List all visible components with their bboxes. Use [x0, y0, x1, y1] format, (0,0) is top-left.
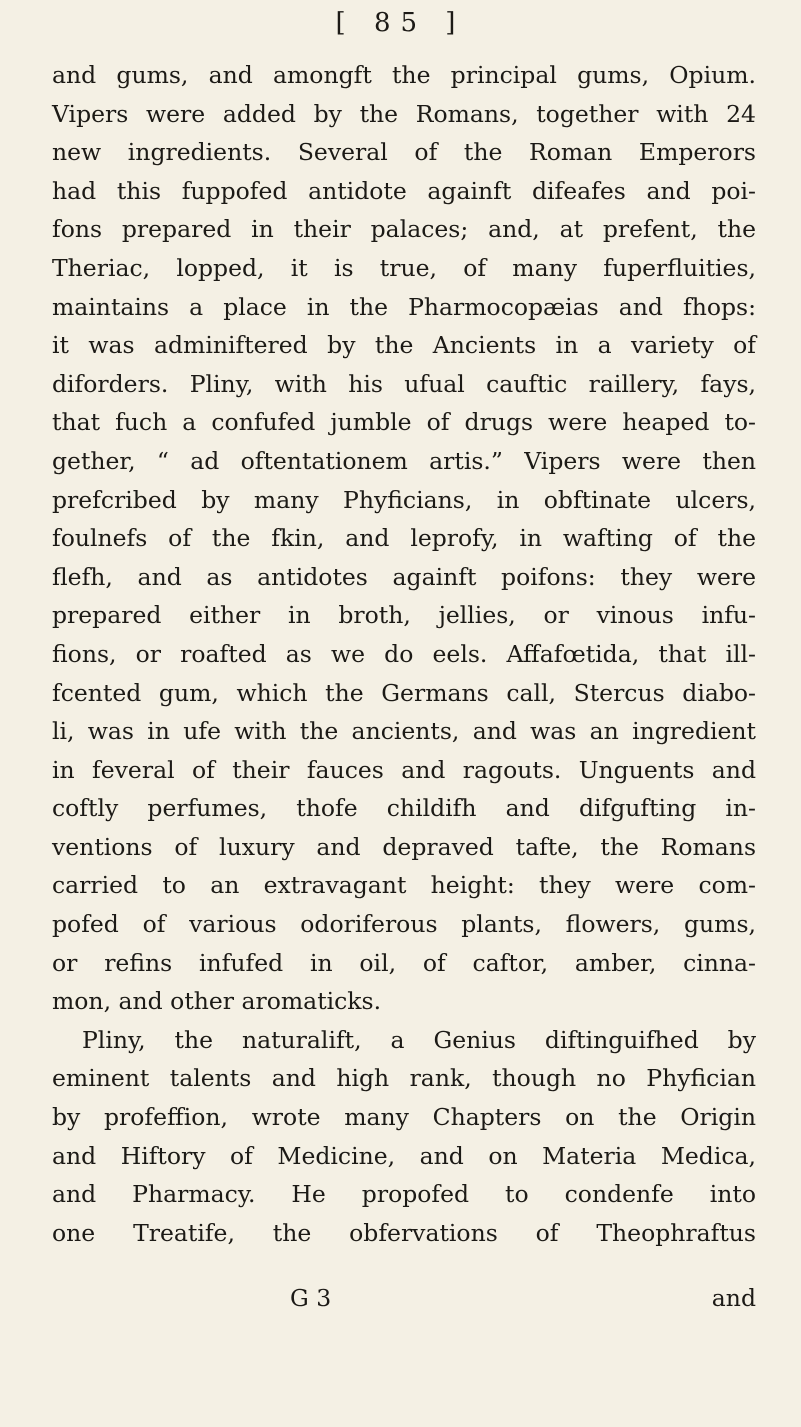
page-footer — [52, 1284, 756, 1322]
text-line: foulnefs of the fkin, and leprofy, in wafting of the — [52, 524, 756, 553]
text-line: eminent talents and high rank, though no Phyfician — [52, 1064, 756, 1093]
text-line: Theriac, lopped, it is true, of many fuperfluities, — [52, 253, 756, 282]
text-line: new ingredients. Several of the Roman Emperors — [52, 138, 756, 167]
text-line: it was adminiftered by the Ancients in a variety of — [52, 331, 756, 360]
body-text — [52, 56, 756, 1252]
text-line: fons prepared in their palaces; and, at prefent, the — [52, 215, 756, 244]
text-line: coftly perfumes, thofe childifh and difgufting in- — [52, 794, 756, 823]
text-line: prepared either in broth, jellies, or vinous infu- — [52, 601, 756, 630]
text-line: prefcribed by many Phyficians, in obftinate ulcers, — [52, 485, 756, 514]
text-line: and gums, and amongft the principal gums, Opium. — [52, 61, 756, 89]
text-line: that fuch a confufed jumble of drugs were heaped to- — [52, 408, 756, 437]
paragraph-2 — [52, 1021, 756, 1253]
text-line: ventions of luxury and depraved tafte, the Romans — [52, 832, 756, 861]
text-line: li, was in ufe with the ancients, and was an ingredient — [52, 717, 756, 746]
text-line: Vipers were added by the Romans, together with 24 — [52, 99, 756, 128]
text-line: or refins infufed in oil, of caftor, amber, cinna- — [52, 948, 756, 977]
text-line: had this fuppofed antidote againft difeafes and poi- — [52, 176, 756, 205]
text-line: gether, “ ad oftentationem artis.” Vipers were then — [52, 446, 756, 475]
paragraph-1 — [52, 56, 756, 1021]
text-line: fcented gum, which the Germans call, Stercus diabo- — [52, 678, 756, 707]
catchword: and — [711, 1284, 756, 1312]
text-line: fions, or roafted as we do eels. Affafœtida, that ill- — [52, 639, 756, 668]
text-line: maintains a place in the Pharmocopæias and fhops: — [52, 292, 756, 321]
text-line: flefh, and as antidotes againft poifons: they were — [52, 562, 756, 591]
text-line: in feveral of their fauces and ragouts. Unguents and — [52, 755, 756, 784]
text-line: and Pharmacy. He propofed to condenfe into — [52, 1180, 756, 1209]
text-line: Pliny, the naturalift, a Genius diftinguifhed by — [82, 1025, 756, 1054]
signature-mark: G 3 — [290, 1284, 332, 1312]
text-line: by profeffion, wrote many Chapters on the Origin — [52, 1103, 756, 1132]
text-line: one Treatife, the obfervations of Theophraftus — [52, 1218, 756, 1247]
text-line: and Hiftory of Medicine, and on Materia Medica, — [52, 1141, 756, 1170]
text-line: pofed of various odoriferous plants, flowers, gums, — [52, 910, 756, 939]
page-number: [ 85 ] — [335, 8, 466, 38]
text-line: carried to an extravagant height: they were com- — [52, 871, 756, 900]
text-line: diforders. Pliny, with his ufual cauftic raillery, fays, — [52, 369, 756, 398]
text-line: mon, and other aromaticks. — [52, 987, 382, 1016]
